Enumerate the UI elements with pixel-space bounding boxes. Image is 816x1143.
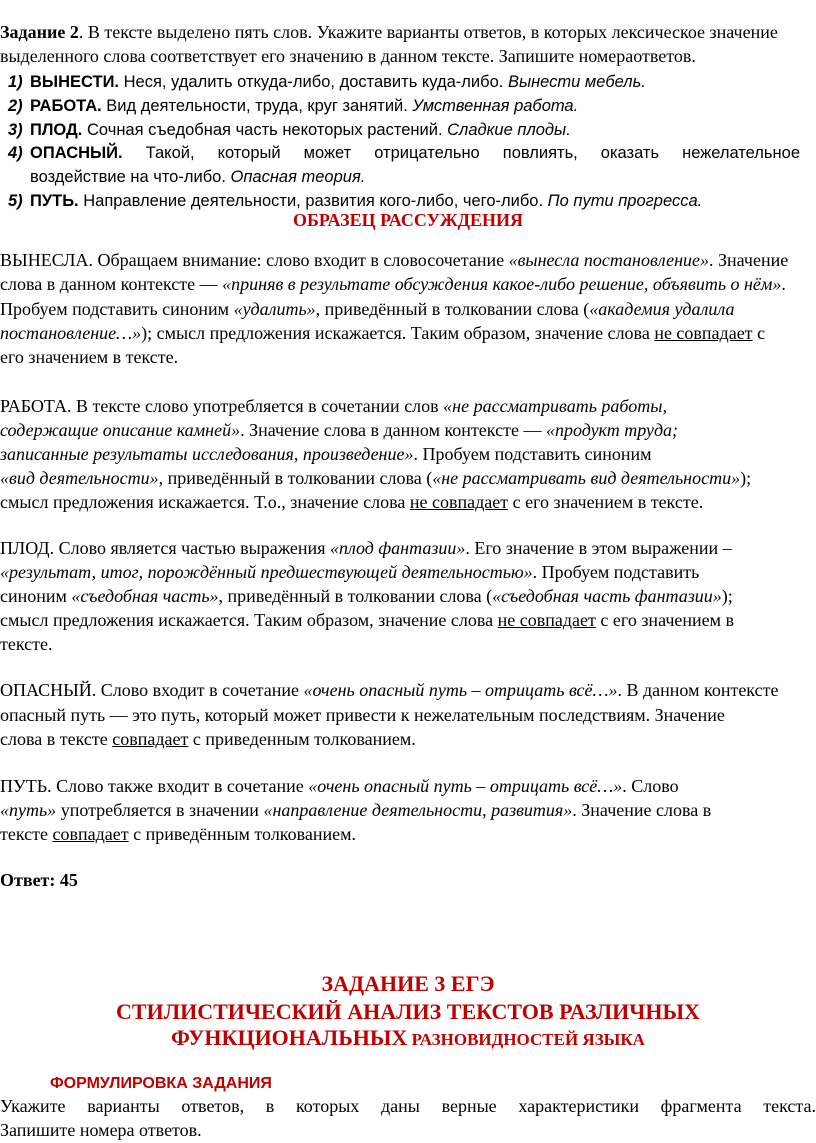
section-title-line-2: СТИЛИСТИЧЕСКИЙ АНАЛИЗ ТЕКСТОВ РАЗЛИЧНЫХ — [116, 999, 700, 1024]
p5-line-3: тексте совпадает с приведённым толкованием. — [0, 824, 357, 844]
p4-line-2: опасный путь — это путь, который может привести к нежелательным последствиям. Значение — [0, 705, 725, 725]
p4-line-3: слова в тексте совпадает с приведенным толкованием. — [0, 729, 416, 749]
p2-line-2: содержащие описание камней». Значение слова в данном контексте — «продукт труда; — [0, 420, 679, 440]
section-title-line-3: ФУНКЦИОНАЛЬНЫХ РАЗНОВИДНОСТЕЙ ЯЗЫКА — [171, 1025, 645, 1050]
option-2: 2) РАБОТА. Вид деятельности, труда, круг занятий. Умственная работа. — [8, 97, 579, 115]
p3-line-3: синоним «съедобная часть», приведённый в толковании слова («съедобная часть фантазии»); — [0, 586, 733, 606]
sample-heading: ОБРАЗЕЦ РАССУЖДЕНИЯ — [292, 210, 524, 230]
p1-line-4: постановление…»); смысл предложения искажается. Таким образом, значение слова не совпадает с — [0, 323, 766, 343]
p1-line-3: Пробуем подставить синоним «удалить», приведённый в толковании слова («академия удалила — [0, 299, 735, 319]
option-1: 1) ВЫНЕСТИ. Неся, удалить откуда-либо, доставить куда-либо. Вынести мебель. — [8, 73, 646, 91]
p1-line-5: его значением в тексте. — [0, 347, 179, 367]
p3-line-4: смысл предложения искажается. Таким образом, значение слова не совпадает с его значением в — [0, 610, 735, 630]
p2-line-4: «вид деятельности», приведённый в толковании слова («не рассматривать вид деятельности»); — [0, 468, 752, 488]
answer: Ответ: 45 — [0, 870, 78, 890]
option-3: 3) ПЛОД. Сочная съедобная часть некоторых растений. Сладкие плоды. — [8, 121, 571, 139]
p3-line-2: «результат, итог, порождённый предшествующей деятельностью». Пробуем подставить — [0, 562, 700, 582]
option-5: 5) ПУТЬ. Направление деятельности, развития кого-либо, чего-либо. По пути прогресса. — [8, 192, 703, 210]
p2-line-5: смысл предложения искажается. Т.о., значение слова не совпадает с его значением в тексте. — [0, 492, 704, 512]
section-title-line-1: ЗАДАНИЕ 3 ЕГЭ — [321, 971, 495, 996]
formulation-line-2: Запишите номера ответов. — [0, 1120, 202, 1140]
option-4: 4) ОПАСНЫЙ. Такой, который может отрицательно повлиять, оказать нежелательное — [8, 144, 800, 162]
option-4-continued: воздействие на что-либо. Опасная теория. — [30, 168, 366, 186]
p2-line-1: РАБОТА. В тексте слово употребляется в сочетании слов «не рассматривать работы, — [0, 396, 667, 416]
p2-line-3: записанные результаты исследования, произведение». Пробуем подставить синоним — [0, 444, 652, 464]
p3-line-1: ПЛОД. Слово является частью выражения «плод фантазии». Его значение в этом выражении – — [0, 538, 732, 558]
formulation-heading: ФОРМУЛИРОВКА ЗАДАНИЯ — [50, 1075, 272, 1092]
task-statement-line-2: выделенного слова соответствует его значению в данном тексте. Запишите номераответов. — [0, 46, 696, 66]
formulation-line-1: Укажите варианты ответов, в которых даны верные характеристики фрагмента текста. — [0, 1096, 816, 1116]
p3-line-5: тексте. — [0, 634, 53, 654]
p5-line-1: ПУТЬ. Слово также входит в сочетание «очень опасный путь – отрицать всё…». Слово — [0, 776, 679, 796]
p4-line-1: ОПАСНЫЙ. Слово входит в сочетание «очень опасный путь – отрицать всё…». В данном контексте — [0, 680, 779, 700]
task-statement-line-1: Задание 2. В тексте выделено пять слов. Укажите варианты ответов, в которых лексическое значение — [0, 22, 778, 42]
p1-line-2: слова в данном контексте — «приняв в результате обсуждения какое-либо решение, объявить о нём». — [0, 274, 786, 294]
task-label: Задание 2 — [0, 22, 79, 42]
p1-line-1: ВЫНЕСЛА. Обращаем внимание: слово входит в словосочетание «вынесла постановление». Значение — [0, 250, 789, 270]
p5-line-2: «путь» употребляется в значении «направление деятельности, развития». Значение слова в — [0, 800, 712, 820]
